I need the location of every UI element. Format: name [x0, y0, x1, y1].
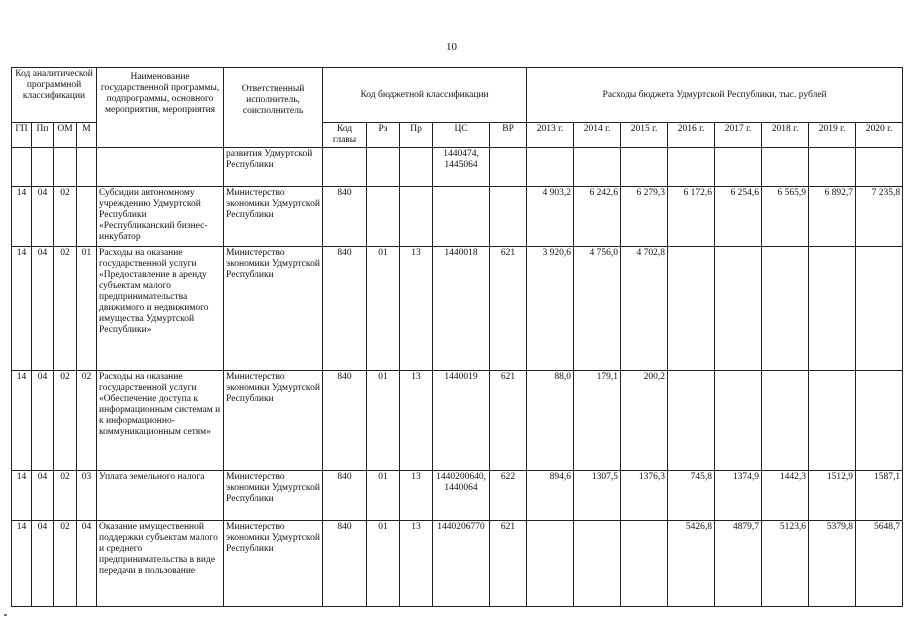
kod-cell: 840	[323, 187, 367, 247]
pp-cell: 04	[32, 247, 54, 371]
year-header-2020: 2020 г.	[856, 123, 903, 148]
year-header-2019: 2019 г.	[809, 123, 856, 148]
value-cell	[856, 148, 903, 187]
kod-cell: 840	[323, 471, 367, 521]
m-cell: 01	[77, 247, 97, 371]
rz-cell	[367, 148, 400, 187]
pp-cell: 04	[32, 521, 54, 607]
value-cell	[527, 521, 574, 607]
table-row	[12, 148, 903, 187]
vr-cell: 622	[490, 471, 527, 521]
table-row	[12, 247, 903, 371]
value-cell	[809, 247, 856, 371]
header-row-top	[12, 68, 903, 123]
year-header-2016: 2016 г.	[668, 123, 715, 148]
m-header: М	[77, 123, 97, 148]
m-cell: 04	[77, 521, 97, 607]
value-cell: 5426,8	[668, 521, 715, 607]
pp-cell	[32, 148, 54, 187]
value-cell: 6 279,3	[621, 187, 668, 247]
rz-cell: 01	[367, 371, 400, 471]
gp-cell: 14	[12, 187, 32, 247]
pr-cell: 13	[400, 521, 433, 607]
cs-cell	[433, 187, 490, 247]
gp-cell: 14	[12, 521, 32, 607]
value-cell: 6 242,6	[574, 187, 621, 247]
responsible-cell: Министерство экономики Удмуртской Республики	[224, 187, 323, 247]
value-cell: 4 756,0	[574, 247, 621, 371]
rz-header: Рз	[367, 123, 400, 148]
rz-cell: 01	[367, 521, 400, 607]
value-cell: 1307,5	[574, 471, 621, 521]
value-cell	[668, 247, 715, 371]
vr-cell: 621	[490, 247, 527, 371]
responsible-cell: Министерство экономики Удмуртской Республики	[224, 521, 323, 607]
om-header: ОМ	[54, 123, 77, 148]
value-cell	[668, 148, 715, 187]
value-cell: 6 172,6	[668, 187, 715, 247]
name-header: Наименование государственной программы, подпрограммы, основного мероприятия, мероприятия	[97, 68, 224, 148]
pr-cell: 13	[400, 247, 433, 371]
budget-code-header: Код бюджетной классификации	[323, 68, 527, 123]
value-cell: 6 565,9	[762, 187, 809, 247]
year-header-2013: 2013 г.	[527, 123, 574, 148]
value-cell: 894,6	[527, 471, 574, 521]
om-cell: 02	[54, 187, 77, 247]
kod-cell: 840	[323, 247, 367, 371]
value-cell: 7 235,8	[856, 187, 903, 247]
expenses-header: Расходы бюджета Удмуртской Республики, тыс. рублей	[527, 68, 903, 123]
vr-cell: 621	[490, 371, 527, 471]
pp-cell: 04	[32, 371, 54, 471]
value-cell	[762, 148, 809, 187]
value-cell	[762, 371, 809, 471]
rz-cell	[367, 187, 400, 247]
gp-header: ГП	[12, 123, 32, 148]
value-cell	[762, 247, 809, 371]
value-cell: 1376,3	[621, 471, 668, 521]
m-cell	[77, 187, 97, 247]
value-cell	[574, 148, 621, 187]
page-number: 10	[446, 41, 457, 53]
name-cell: Оказание имущественной поддержки субъектам малого и среднего предпринимательства в виде передачи в пользование	[97, 521, 224, 607]
name-cell: Расходы на оказание государственной услуги «Предоставление в аренду субъектам малого предпринимательства движимого и недвижимого имущества Удмуртской Республики»	[97, 247, 224, 371]
table-row	[12, 187, 903, 247]
responsible-cell: развития Удмуртской Республики	[224, 148, 323, 187]
pp-header: Пп	[32, 123, 54, 148]
gp-cell: 14	[12, 247, 32, 371]
kod-cell: 840	[323, 521, 367, 607]
value-cell	[668, 371, 715, 471]
name-cell	[97, 148, 224, 187]
table-row	[12, 371, 903, 471]
value-cell	[527, 148, 574, 187]
value-cell: 3 920,6	[527, 247, 574, 371]
gp-cell: 14	[12, 371, 32, 471]
pp-cell: 04	[32, 187, 54, 247]
vr-cell	[490, 187, 527, 247]
pp-cell: 04	[32, 471, 54, 521]
value-cell: 1587,1	[856, 471, 903, 521]
pr-cell	[400, 148, 433, 187]
value-cell: 6 254,6	[715, 187, 762, 247]
pr-cell	[400, 187, 433, 247]
name-cell: Уплата земельного налога	[97, 471, 224, 521]
table-row	[12, 521, 903, 607]
gp-cell: 14	[12, 471, 32, 521]
responsible-cell: Министерство экономики Удмуртской Республики	[224, 471, 323, 521]
cs-cell: 1440474, 1445064	[433, 148, 490, 187]
value-cell	[809, 148, 856, 187]
responsible-header: Ответственный исполнитель, соисполнитель	[224, 68, 323, 148]
vr-header: ВР	[490, 123, 527, 148]
name-cell: Субсидии автономному учреждению Удмуртской Республики «Республиканский бизнес-инкубатор	[97, 187, 224, 247]
om-cell: 02	[54, 247, 77, 371]
value-cell	[856, 247, 903, 371]
table-row	[12, 471, 903, 521]
value-cell	[715, 148, 762, 187]
value-cell	[809, 371, 856, 471]
value-cell: 5123,6	[762, 521, 809, 607]
value-cell: 745,8	[668, 471, 715, 521]
cs-cell: 1440018	[433, 247, 490, 371]
cs-cell: 1440019	[433, 371, 490, 471]
value-cell: 4 702,8	[621, 247, 668, 371]
vr-cell: 621	[490, 521, 527, 607]
value-cell: 1442,3	[762, 471, 809, 521]
cs-cell: 1440206770	[433, 521, 490, 607]
value-cell: 4 903,2	[527, 187, 574, 247]
value-cell: 200,2	[621, 371, 668, 471]
kod-cell	[323, 148, 367, 187]
value-cell: 5648,7	[856, 521, 903, 607]
analytic-code-header: Код аналитической программной классификации	[12, 68, 97, 123]
responsible-cell: Министерство экономики Удмуртской Республики	[224, 371, 323, 471]
cs-header: ЦС	[433, 123, 490, 148]
pr-cell: 13	[400, 371, 433, 471]
m-cell	[77, 148, 97, 187]
om-cell: 02	[54, 471, 77, 521]
year-header-2014: 2014 г.	[574, 123, 621, 148]
value-cell	[715, 247, 762, 371]
m-cell: 03	[77, 471, 97, 521]
value-cell	[574, 521, 621, 607]
om-cell: 02	[54, 521, 77, 607]
value-cell: 1512,9	[809, 471, 856, 521]
year-header-2018: 2018 г.	[762, 123, 809, 148]
value-cell	[856, 371, 903, 471]
gp-cell	[12, 148, 32, 187]
kod-glavy-header: Код главы	[323, 123, 367, 148]
scan-artifact	[4, 614, 7, 616]
rz-cell: 01	[367, 247, 400, 371]
value-cell: 4879,7	[715, 521, 762, 607]
pr-header: Пр	[400, 123, 433, 148]
om-cell: 02	[54, 371, 77, 471]
rz-cell: 01	[367, 471, 400, 521]
om-cell	[54, 148, 77, 187]
value-cell: 5379,8	[809, 521, 856, 607]
value-cell: 1374,9	[715, 471, 762, 521]
name-cell: Расходы на оказание государственной услуги «Обеспечение доступа к информационным системам и к информационно-коммуникационным сетям»	[97, 371, 224, 471]
year-header-2017: 2017 г.	[715, 123, 762, 148]
budget-table	[11, 67, 903, 607]
kod-cell: 840	[323, 371, 367, 471]
cs-cell: 1440200640, 1440064	[433, 471, 490, 521]
value-cell	[715, 371, 762, 471]
m-cell: 02	[77, 371, 97, 471]
year-header-2015: 2015 г.	[621, 123, 668, 148]
value-cell: 179,1	[574, 371, 621, 471]
vr-cell	[490, 148, 527, 187]
value-cell: 6 892,7	[809, 187, 856, 247]
responsible-cell: Министерство экономики Удмуртской Республики	[224, 247, 323, 371]
value-cell	[621, 148, 668, 187]
value-cell	[621, 521, 668, 607]
pr-cell: 13	[400, 471, 433, 521]
value-cell: 88,0	[527, 371, 574, 471]
